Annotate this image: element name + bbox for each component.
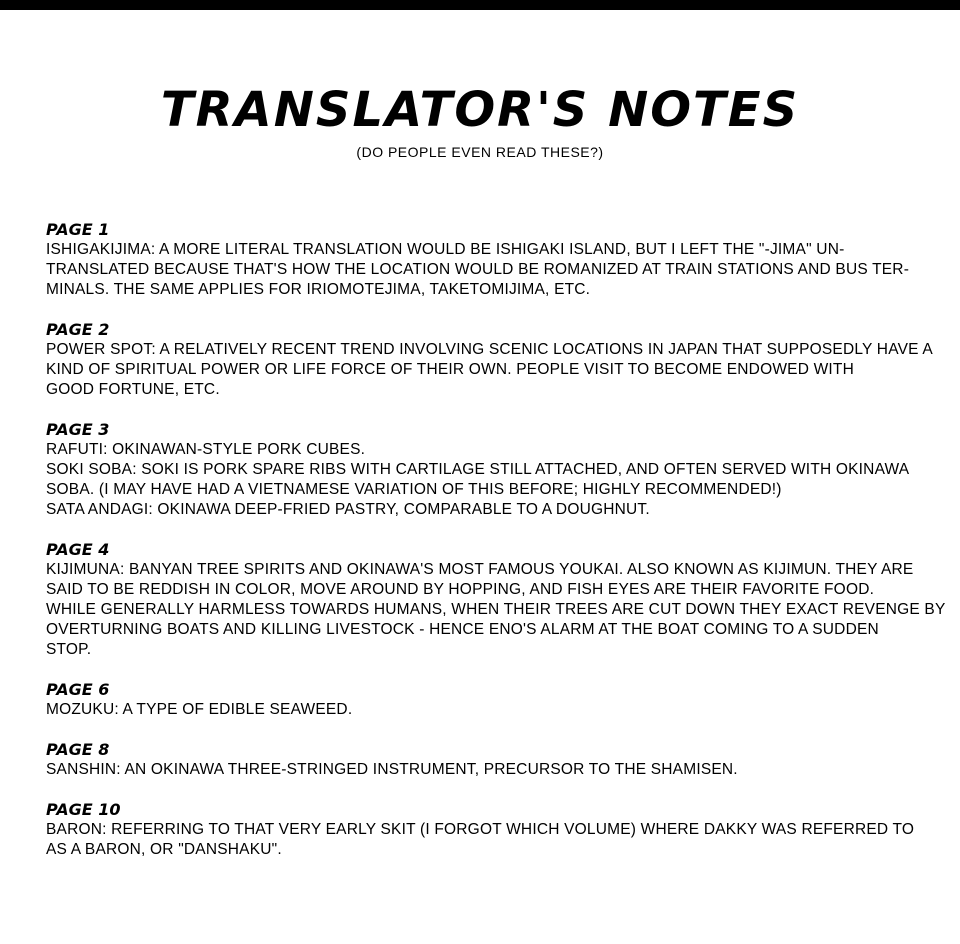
note-line: SAID TO BE REDDISH IN COLOR, MOVE AROUND BY HOPPING, AND FISH EYES ARE THEIR FAVORITE FOOD. xyxy=(46,581,875,598)
section-heading: PAGE 10 xyxy=(46,800,121,819)
page-title: TRANSLATOR'S NOTES xyxy=(160,82,800,138)
note-line: SANSHIN: AN OKINAWA THREE-STRINGED INSTRUMENT, PRECURSOR TO THE SHAMISEN. xyxy=(46,761,738,778)
note-line: OVERTURNING BOATS AND KILLING LIVESTOCK - HENCE ENO'S ALARM AT THE BOAT COMING TO A SUDDEN xyxy=(46,621,879,638)
note-line: TRANSLATED BECAUSE THAT'S HOW THE LOCATION WOULD BE ROMANIZED AT TRAIN STATIONS AND BUS TER- xyxy=(46,261,910,278)
note-line: KIJIMUNA: BANYAN TREE SPIRITS AND OKINAWA'S MOST FAMOUS YOUKAI. ALSO KNOWN AS KIJIMUN. THEY ARE xyxy=(46,561,914,578)
note-line: GOOD FORTUNE, ETC. xyxy=(46,381,220,398)
top-border xyxy=(0,0,960,10)
page-subtitle: (DO PEOPLE EVEN READ THESE?) xyxy=(356,144,604,160)
note-section-page-10 xyxy=(46,800,916,860)
note-line: MOZUKU: A TYPE OF EDIBLE SEAWEED. xyxy=(46,701,353,718)
section-heading: PAGE 2 xyxy=(46,320,110,339)
note-section-page-1 xyxy=(46,220,916,300)
note-line: RAFUTI: OKINAWAN-STYLE PORK CUBES. xyxy=(46,441,366,458)
note-line: SOKI SOBA: SOKI IS PORK SPARE RIBS WITH CARTILAGE STILL ATTACHED, AND OFTEN SERVED WITH OKINAWA xyxy=(46,461,910,478)
note-line: KIND OF SPIRITUAL POWER OR LIFE FORCE OF THEIR OWN. PEOPLE VISIT TO BECOME ENDOWED WITH xyxy=(46,361,854,378)
note-line: POWER SPOT: A RELATIVELY RECENT TREND INVOLVING SCENIC LOCATIONS IN JAPAN THAT SUPPOSEDLY HAVE A xyxy=(46,341,933,358)
note-section-page-2 xyxy=(46,320,933,400)
note-line: SATA ANDAGI: OKINAWA DEEP-FRIED PASTRY, COMPARABLE TO A DOUGHNUT. xyxy=(46,501,650,518)
section-heading: PAGE 3 xyxy=(46,420,110,439)
note-line: MINALS. THE SAME APPLIES FOR IRIOMOTEJIMA, TAKETOMIJIMA, ETC. xyxy=(46,281,591,298)
note-section-page-3 xyxy=(46,420,916,520)
section-heading: PAGE 6 xyxy=(46,680,110,699)
notes-list xyxy=(46,220,946,880)
section-heading: PAGE 8 xyxy=(46,740,110,759)
note-line: BARON: REFERRING TO THAT VERY EARLY SKIT (I FORGOT WHICH VOLUME) WHERE DAKKY WAS REFERRED TO xyxy=(46,821,915,838)
note-section-page-4 xyxy=(46,540,946,660)
note-line: SOBA. (I MAY HAVE HAD A VIETNAMESE VARIATION OF THIS BEFORE; HIGHLY RECOMMENDED!) xyxy=(46,481,782,498)
note-line: AS A BARON, OR "DANSHAKU". xyxy=(46,841,282,858)
note-line: WHILE GENERALLY HARMLESS TOWARDS HUMANS, WHEN THEIR TREES ARE CUT DOWN THEY EXACT REVENGE BY xyxy=(46,601,946,618)
section-heading: PAGE 1 xyxy=(46,220,110,239)
note-section-page-6 xyxy=(46,680,916,720)
note-section-page-8 xyxy=(46,740,916,780)
section-heading: PAGE 4 xyxy=(46,540,110,559)
note-line: ISHIGAKIJIMA: A MORE LITERAL TRANSLATION WOULD BE ISHIGAKI ISLAND, BUT I LEFT THE "-JIMA" UN- xyxy=(46,241,845,258)
note-line: STOP. xyxy=(46,641,92,658)
